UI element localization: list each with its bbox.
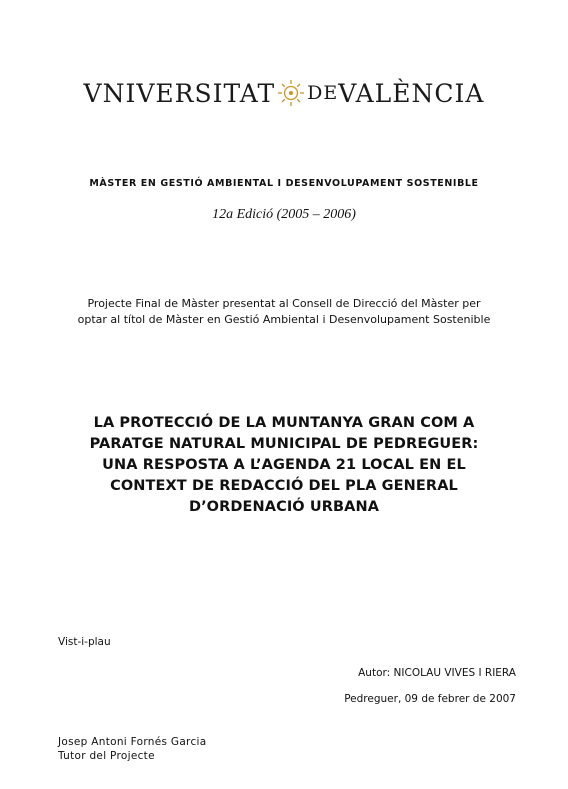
tutor-name: Josep Antoni Fornés Garcia <box>58 736 207 748</box>
approval-label: Vist-i-plau <box>58 636 111 648</box>
program-title: MÀSTER EN GESTIÓ AMBIENTAL I DESENVOLUPAMENT SOSTENIBLE <box>89 178 479 189</box>
tutor-role: Tutor del Projecte <box>58 750 155 762</box>
thesis-title-line-3: UNA RESPOSTA A L’AGENDA 21 LOCAL EN EL <box>102 457 466 473</box>
place-date: Pedreguer, 09 de febrer de 2007 <box>344 693 516 705</box>
thesis-title-line-4: CONTEXT DE REDACCIÓ DEL PLA GENERAL <box>110 478 458 494</box>
submission-line-1: Projecte Final de Màster presentat al Consell de Direcció del Màster per <box>87 297 481 310</box>
logo-text-left: VNIVERSITAT <box>83 78 276 108</box>
university-emblem-icon <box>276 78 306 108</box>
thesis-title-line-1: LA PROTECCIÓ DE LA MUNTANYA GRAN COM A <box>93 415 475 431</box>
author-label: Autor: <box>358 667 391 679</box>
thesis-title <box>40 413 528 518</box>
university-logo <box>0 78 568 118</box>
logo-text-mid: DE <box>307 82 339 104</box>
author-name: NICOLAU VIVES I RIERA <box>393 667 516 679</box>
author-line <box>358 667 516 679</box>
submission-statement <box>40 296 528 328</box>
submission-line-2: optar al títol de Màster en Gestió Ambiental i Desenvolupament Sostenible <box>77 313 491 326</box>
thesis-title-line-2: PARATGE NATURAL MUNICIPAL DE PEDREGUER: <box>89 436 479 452</box>
edition-label: 12a Edició (2005 – 2006) <box>212 207 356 222</box>
logo-text-right: VALÈNCIA <box>338 78 485 108</box>
thesis-title-line-5: D’ORDENACIÓ URBANA <box>188 499 380 515</box>
